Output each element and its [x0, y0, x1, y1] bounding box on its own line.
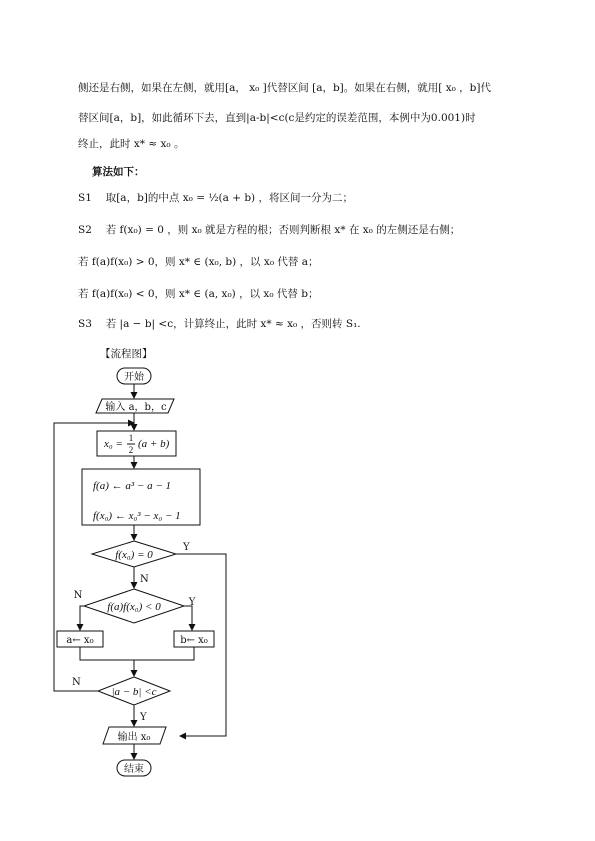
midpoint-frac-num: 1 [128, 433, 134, 443]
paragraph-line-3: 终止，此时 x* ≈ x₀ 。 [78, 138, 185, 150]
paragraph-line-1: 侧还是右侧，如果在左侧，就用[a， x₀ ]代替区间 [a，b]。如果在右侧，就用[ x₀ ，b]代 [78, 82, 491, 94]
algorithm-heading: 算法如下： [92, 166, 145, 178]
output-label: 输出 x₀ [117, 732, 151, 743]
sign-yes-label: Y [188, 597, 196, 608]
input-label: 输入 a，b，c [105, 402, 167, 413]
root-yes-label: Y [183, 542, 190, 553]
assign-b-label: b← x₀ [180, 635, 208, 646]
root-no-label: N [140, 574, 149, 585]
step-s1: S1 取[a，b]的中点 x₀ = ½(a + b) ，将区间一分为二； [78, 192, 353, 204]
end-label: 结束 [124, 764, 144, 775]
midpoint-frac-den: 2 [128, 445, 134, 455]
sign-no-label: N [73, 590, 83, 601]
paragraph-line-2: 替区间[a，b]，如此循环下去，直到|a-b|<c(c是约定的误差范围，本例中为0.001)时 [78, 112, 476, 124]
start-label: 开始 [124, 372, 144, 383]
midpoint-rhs: (a + b) [138, 438, 170, 450]
case-less: 若 f(a)f(x₀) < 0，则 x* ∈ (a, x₀) ，以 x₀ 代替 b； [78, 288, 319, 300]
cond-sign-label: f(a)f(x₀) < 0 [107, 601, 161, 613]
step-s2: S2 若 f(x₀) = 0 ，则 x₀ 就是方程的根；否则判断根 x* 在 x₀ 的左侧还是右侧； [78, 224, 461, 236]
func-x0: f(x₀) ← x₀³ − x₀ − 1 [93, 510, 181, 522]
cond-tol-label: |a − b| <c [111, 686, 157, 698]
tol-no-label: N [72, 677, 81, 688]
tol-yes-label: Y [140, 712, 147, 723]
midpoint-lhs: x₀ = [104, 438, 123, 450]
step-s3: S3 若 |a − b| <c，计算终止，此时 x* ≈ x₀ ，否则转 S₁. [78, 318, 361, 330]
func-a: f(a) ← a³ − a − 1 [93, 480, 172, 492]
assign-a-label: a← x₀ [66, 635, 94, 646]
case-greater: 若 f(a)f(x₀) > 0，则 x* ∈ (x₀, b) ，以 x₀ 代替 a； [78, 256, 319, 268]
flowchart-title: 【流程图】 [100, 348, 153, 360]
cond-zero-label: f(x₀) = 0 [115, 549, 153, 561]
